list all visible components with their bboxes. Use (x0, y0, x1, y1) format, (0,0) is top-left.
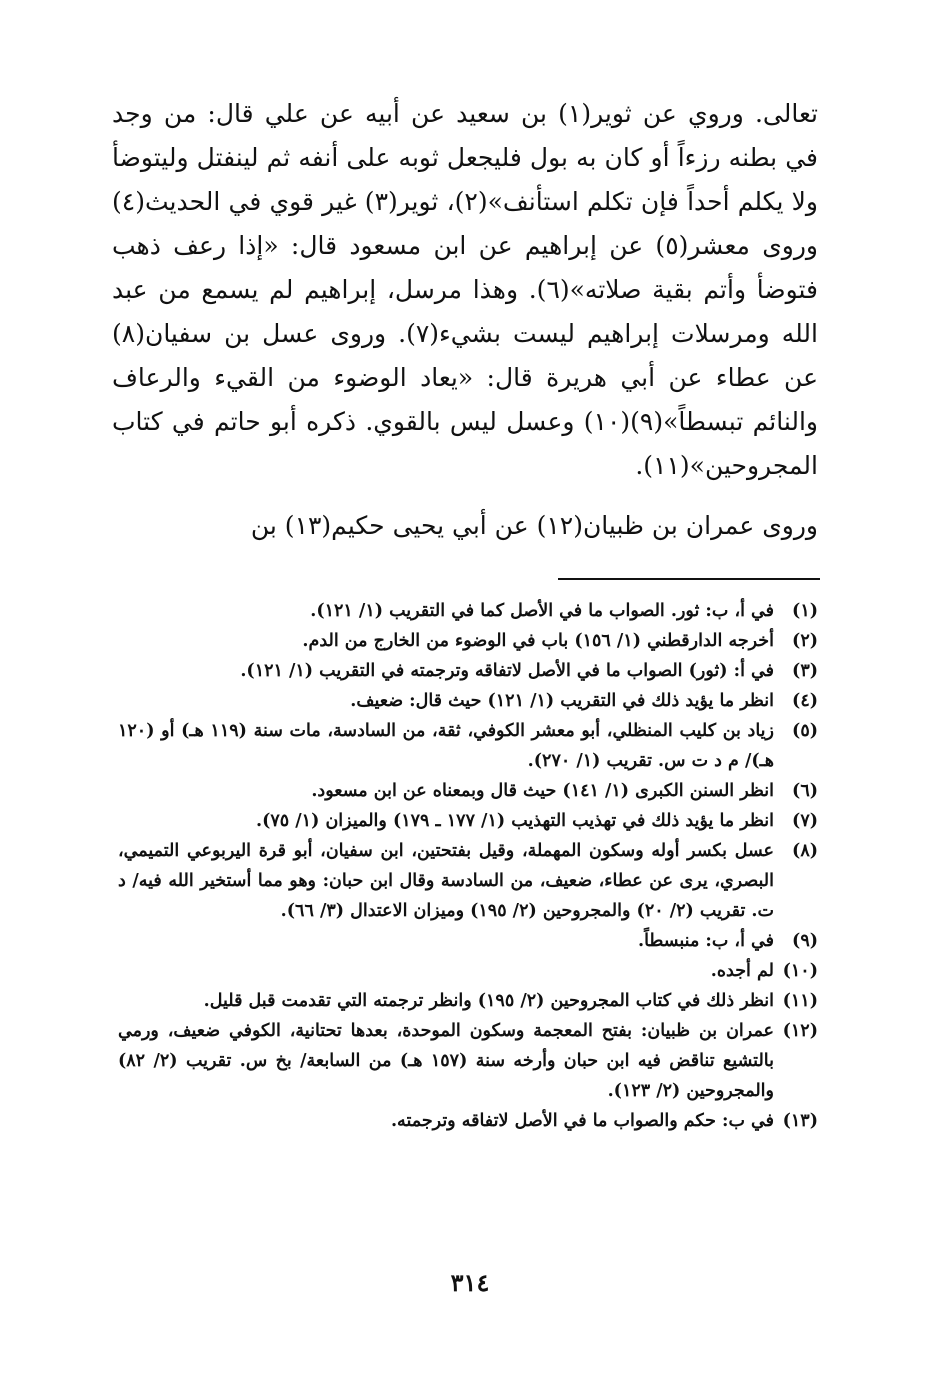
footnote-text: انظر ذلك في كتاب المجروحين (٢/ ١٩٥) وانظر ترجمته التي تقدمت قبل قليل. (203, 991, 774, 1011)
main-paragraph-2: وروى عمران بن ظبيان(١٢) عن أبي يحيى حكيم(١٣) بن (250, 511, 818, 540)
footnote-number: (٩) (792, 931, 818, 951)
footnote-number: (٥) (792, 721, 818, 741)
footnote-number: (١٠) (782, 961, 818, 981)
footnote-text: انظر ما يؤيد ذلك في التقريب (١/ ١٢١) حيث قال: ضعيف. (350, 691, 774, 711)
footnote (118, 836, 818, 926)
footnote-number: (١٢) (782, 1021, 818, 1041)
footnote (118, 596, 818, 626)
footnote-number: (١٣) (782, 1111, 818, 1131)
footnote (118, 926, 818, 956)
footnote-number: (٣) (792, 661, 818, 681)
footnote (118, 776, 818, 806)
footnote (118, 716, 818, 776)
footnote-text: في ب: حكم والصواب ما في الأصل لاتفاقه وترجمته. (390, 1111, 774, 1131)
footnote-number: (١١) (782, 991, 818, 1011)
footnote-text: أخرجه الدارقطني (١/ ١٥٦) باب في الوضوء من الخارج من الدم. (302, 631, 774, 651)
footnotes (118, 596, 818, 1136)
footnote (118, 626, 818, 656)
footnote (118, 656, 818, 686)
footnote-text: عمران بن ظبيان: بفتح المعجمة وسكون الموحدة، بعدها تحتانية، الكوفي ضعيف، ورمي بالتشيع تناقض فيه ابن حبان وأرخه سنة (١٥٧ هـ) من السابعة/ بخ س. تقريب (٢/ ٨٢) والمجروحين (٢/ ١٢٣). (118, 1021, 774, 1101)
footnote-text: في أ: (ثور) الصواب ما في الأصل لاتفاقه وترجمته في التقريب (١/ ١٢١). (240, 661, 774, 681)
footnote-text: في أ، ب: منبسطاً. (637, 931, 774, 951)
footnote-text: لم أجده. (710, 961, 774, 981)
page-number: ٣١٤ (450, 1268, 490, 1297)
footnote (118, 1106, 818, 1136)
footnote-text: عسل بكسر أوله وسكون المهملة، وقيل بفتحتين، ابن سفيان، أبو قرة اليربوعي التميمي، البصري، يرى عن عطاء، ضعيف، من السادسة وقال ابن حبان: وهو مما أستخير الله فيه/ د ت. تقريب (٢/ ٢٠) والمجروحين (٢/ ١٩٥) وميزان الاعتدال (٣/ ٦٦). (118, 841, 774, 921)
footnote-number: (٦) (792, 781, 818, 801)
main-paragraph-1: تعالى. وروي عن ثوير(١) بن سعيد عن أبيه عن علي قال: من وجد في بطنه رزءاً أو كان به بول فليجعل ثوبه على أنفه ثم لينفتل وليتوضأ ولا يكلم أحداً فإن تكلم استأنف»(٢)، ثوير(٣) غير قوي في الحديث(٤) وروى معشر(٥) عن إبراهيم عن ابن مسعود قال: «إذا رعف ذهب فتوضأ وأتم بقية صلاته»(٦). وهذا مرسل، إبراهيم لم يسمع من عبد الله ومرسلات إبراهيم ليست بشيء(٧). وروى عسل بن سفيان(٨) عن عطاء عن أبي هريرة قال: «يعاد الوضوء من القيء والرعاف والنائم تبسطاً»(٩)(١٠) وعسل ليس بالقوي. ذكره أبو حاتم في كتاب المجروحين»(١١). (112, 99, 819, 480)
footnote-text: في أ، ب: ثور. الصواب ما في الأصل كما في التقريب (١/ ١٢١). (310, 601, 774, 621)
footnote-text: انظر السنن الكبرى (١/ ١٤١) حيث قال وبمعناه عن ابن مسعود. (311, 781, 774, 801)
footnote-number: (٤) (792, 691, 818, 711)
footnote (118, 1016, 818, 1106)
footnote (118, 806, 818, 836)
footnote-number: (٧) (792, 811, 818, 831)
footnote-number: (٨) (792, 841, 818, 861)
footnote (118, 986, 818, 1016)
footnote-text: انظر ما يؤيد ذلك في تهذيب التهذيب (١/ ١٧٧ ـ ١٧٩) والميزان (١/ ٧٥). (256, 811, 774, 831)
footnote (118, 686, 818, 716)
footnote-number: (١) (792, 601, 818, 621)
footnote-separator (558, 578, 820, 580)
footnote-number: (٢) (792, 631, 818, 651)
footnote (118, 956, 818, 986)
footnote-text: زياد بن كليب المنظلي، أبو معشر الكوفي، ثقة، من السادسة، مات سنة (١١٩ هـ) أو (١٢٠ هـ)/ م د ت س. تقريب (١/ ٢٧٠). (118, 721, 774, 771)
main-text (112, 92, 818, 548)
